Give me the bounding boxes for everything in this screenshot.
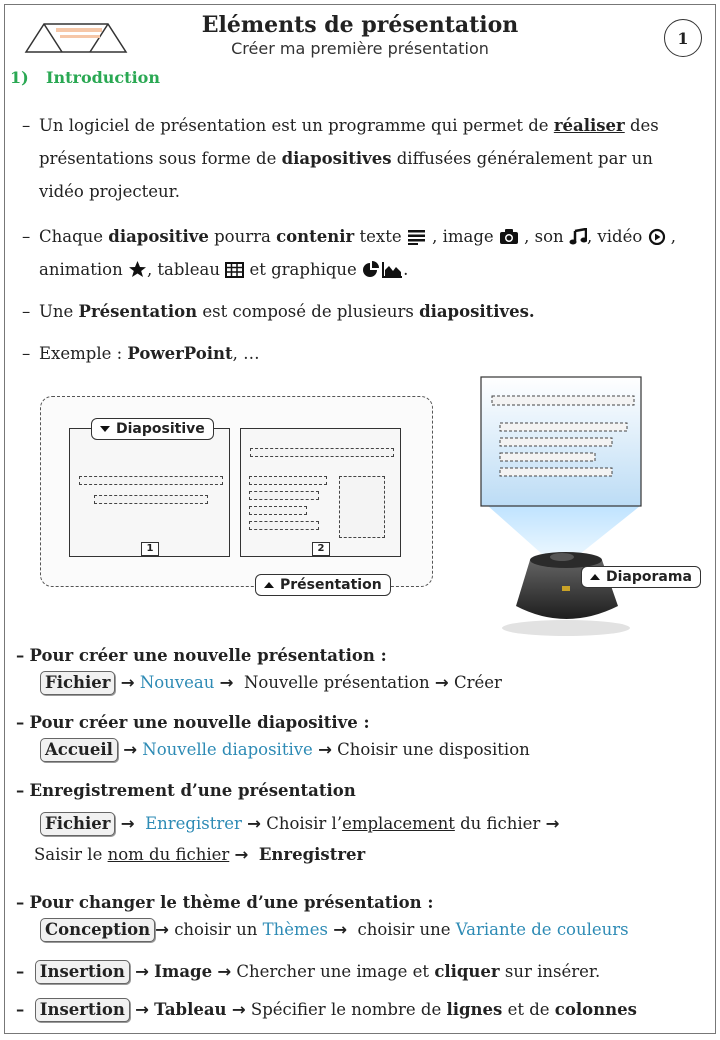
text: Spécifier le nombre de: [250, 1000, 447, 1019]
text: sur insérer.: [499, 962, 601, 981]
placeholder-line: [79, 476, 223, 485]
step-title: Pour créer une nouvelle diapositive :: [29, 713, 370, 732]
step-save: [16, 781, 706, 864]
bullet-composition: [22, 295, 692, 328]
placeholder-line: [94, 495, 208, 504]
bullet-definition: [22, 109, 692, 208]
arrow-icon: →: [120, 814, 135, 833]
step-heading: [16, 893, 706, 912]
keyword-diapositive: diapositive: [108, 227, 209, 246]
arrow-icon: →: [434, 673, 449, 692]
table-icon: [225, 262, 244, 278]
text: .: [403, 260, 409, 279]
tag-diaporama: [581, 566, 701, 588]
area-chart-icon: [381, 261, 403, 278]
arrow-icon: →: [155, 920, 169, 939]
keyword-cliquer: cliquer: [434, 962, 500, 981]
arrow-icon: →: [217, 962, 232, 981]
step-heading: [16, 646, 706, 665]
menu-nouvelle-diapositive[interactable]: Nouvelle diapositive: [142, 740, 313, 759]
text: et graphique: [244, 260, 363, 279]
step-change-theme: [16, 893, 706, 942]
text: Saisir le: [34, 845, 108, 864]
key-insertion[interactable]: Insertion: [35, 998, 130, 1022]
arrow-icon: →: [234, 845, 249, 864]
play-video-icon: [648, 228, 666, 245]
placeholder-line: [249, 521, 319, 530]
page-number: 1: [664, 19, 702, 57]
step-insert-image: [16, 960, 706, 984]
text: , tableau: [146, 260, 226, 279]
bullet-dash: –: [16, 781, 25, 800]
text: des présentations sous forme de: [39, 116, 659, 168]
key-fichier[interactable]: Fichier: [40, 671, 115, 695]
keyword-realiser: réaliser: [553, 116, 625, 135]
projector-illustration: [480, 376, 710, 640]
bullet-dash: –: [16, 646, 25, 665]
tag-diapositive: [91, 418, 214, 440]
arrow-icon: →: [135, 962, 149, 981]
text: choisir un: [174, 920, 263, 939]
text: pourra: [208, 227, 277, 246]
keyword-contenir: contenir: [276, 227, 355, 246]
step-new-presentation: [16, 646, 706, 695]
text: Chaque: [39, 227, 109, 246]
arrow-icon: →: [135, 1000, 149, 1019]
arrow-icon: →: [333, 920, 348, 939]
menu-nouveau[interactable]: Nouveau: [139, 673, 215, 692]
bullet-dash: –: [22, 227, 31, 246]
triangle-up-icon: [590, 574, 600, 580]
slide-1: [69, 428, 230, 557]
arrow-icon: →: [219, 673, 234, 692]
keyword-presentation: Présentation: [78, 302, 198, 321]
text: Une: [39, 302, 79, 321]
camera-icon: [499, 228, 519, 245]
bullet-dash: –: [16, 1000, 25, 1019]
arrow-icon: →: [545, 814, 560, 833]
key-insertion[interactable]: Insertion: [35, 960, 130, 984]
button-creer[interactable]: Créer: [453, 673, 502, 692]
slide-number: 1: [141, 542, 159, 556]
triangle-down-icon: [100, 426, 110, 432]
option-choisir-disposition[interactable]: Choisir une disposition: [337, 740, 530, 759]
text: Choisir l’: [266, 814, 343, 833]
keyword-diapositives: diapositives.: [419, 302, 535, 321]
bullet-dash: –: [16, 713, 25, 732]
section-heading: [10, 68, 160, 87]
text: Chercher une image et: [236, 962, 435, 981]
text-emplacement: emplacement: [342, 814, 455, 833]
placeholder-line: [249, 491, 319, 500]
text: choisir une: [352, 920, 456, 939]
menu-tableau[interactable]: Tableau: [154, 1000, 227, 1019]
text: Exemple :: [39, 344, 128, 363]
step-title: Enregistrement d’une présentation: [29, 781, 356, 800]
text: , son: [518, 227, 569, 246]
placeholder-box: [339, 476, 385, 538]
text: , animation: [39, 227, 677, 279]
bullet-content-types: [22, 220, 692, 286]
text: , vidéo: [586, 227, 648, 246]
text: , image: [426, 227, 499, 246]
text: du fichier: [454, 814, 541, 833]
step-title: Pour créer une nouvelle présentation :: [29, 646, 387, 665]
keyword-lignes: lignes: [446, 1000, 503, 1019]
tag-label: Présentation: [280, 577, 382, 593]
page-title: Eléments de présentation: [201, 12, 519, 38]
button-enregistrer[interactable]: Enregistrer: [258, 845, 366, 864]
step-heading: [16, 713, 706, 732]
slide-number: 2: [312, 542, 330, 556]
bullet-dash: –: [22, 344, 31, 363]
text-nom-fichier: nom du fichier: [107, 845, 230, 864]
arrow-icon: →: [231, 1000, 246, 1019]
keyword-powerpoint: PowerPoint: [127, 344, 233, 363]
menu-enregistrer[interactable]: Enregistrer: [145, 814, 242, 833]
arrow-icon: →: [247, 814, 261, 833]
text: texte: [354, 227, 407, 246]
placeholder-line: [250, 448, 394, 457]
menu-image[interactable]: Image: [154, 962, 213, 981]
text: Un logiciel de présentation est un programme qui permet de: [39, 116, 554, 135]
step-title: Pour changer le thème d’une présentation :: [29, 893, 434, 912]
menu-themes[interactable]: Thèmes: [262, 920, 328, 939]
menu-variante-couleurs[interactable]: Variante de couleurs: [455, 920, 629, 939]
keyword-diapositives: diapositives: [281, 149, 392, 168]
tag-label: Diapositive: [116, 421, 205, 437]
text: est composé de plusieurs: [197, 302, 420, 321]
bullet-dash: –: [16, 893, 25, 912]
arrow-icon: →: [318, 740, 332, 759]
placeholder-line: [249, 506, 307, 515]
step-heading: [16, 781, 706, 800]
keyword-colonnes: colonnes: [554, 1000, 637, 1019]
triangle-up-icon: [264, 582, 274, 588]
bullet-dash: –: [22, 302, 31, 321]
section-number: 1): [10, 68, 29, 87]
placeholder-line: [249, 476, 327, 485]
key-fichier[interactable]: Fichier: [40, 812, 115, 836]
text: et de: [502, 1000, 555, 1019]
pie-chart-icon: [362, 260, 381, 278]
step-new-slide: [16, 713, 706, 762]
option-nouvelle-presentation[interactable]: Nouvelle présentation: [243, 673, 430, 692]
text: diffusées généralement par un vidéo projecteur.: [39, 149, 653, 201]
bullet-example: [22, 337, 692, 370]
text: , …: [232, 344, 260, 363]
step-insert-table: [16, 998, 706, 1022]
key-accueil[interactable]: Accueil: [40, 738, 118, 762]
arrow-icon: →: [120, 673, 135, 692]
slide-2: [240, 428, 401, 557]
tag-label: Diaporama: [606, 569, 692, 585]
text-lines-icon: [407, 229, 427, 245]
section-title: Introduction: [46, 68, 160, 87]
star-animation-icon: [128, 260, 147, 278]
key-conception[interactable]: Conception: [40, 918, 155, 942]
bullet-dash: –: [22, 116, 31, 135]
arrow-icon: →: [123, 740, 138, 759]
music-note-icon: [569, 228, 587, 245]
page-subtitle: Créer ma première présentation: [231, 39, 489, 58]
tag-presentation: [255, 574, 391, 596]
bullet-dash: –: [16, 962, 25, 981]
